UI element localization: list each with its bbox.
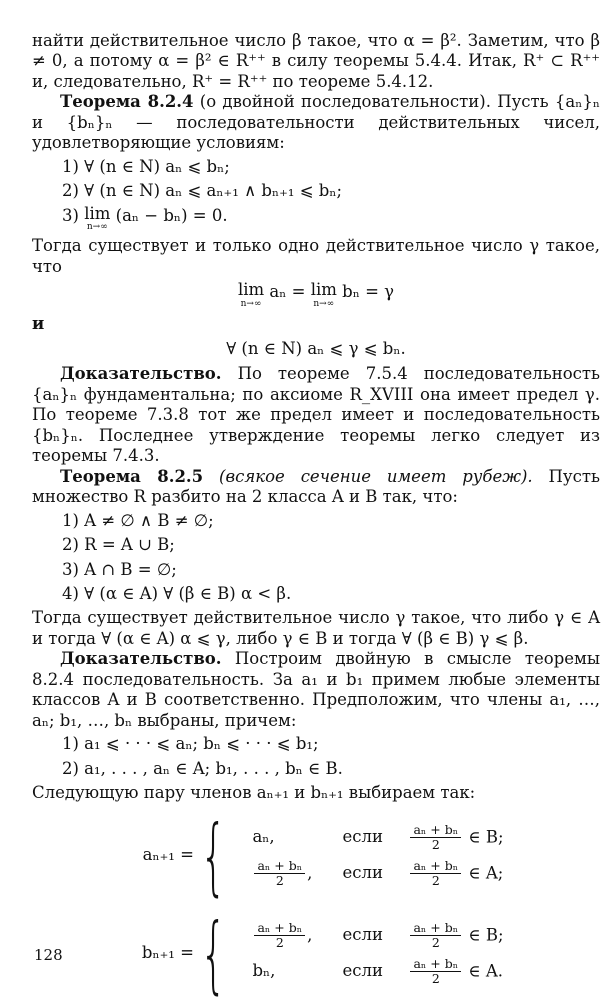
condition-number: 3) xyxy=(62,205,79,225)
condition-tail: ∈ B; xyxy=(468,827,504,847)
denominator: 2 xyxy=(431,970,440,986)
numerator: aₙ + bₙ xyxy=(410,957,461,972)
proof-1 xyxy=(32,364,600,466)
case-if: если xyxy=(342,863,383,883)
text-line: а потому α = β² ∈ R⁺⁺ в силу теоремы 5.4.4. Итак, R⁺ ⊂ R⁺⁺ и, xyxy=(32,51,600,91)
proof-text: Построим двойную в смысле теоремы 8.2.4 последовательность. За a₁ и b₁ примем любые элементы классов A и B соответственно. Предположим, что члены a₁, …, aₙ; b₁, …, bₙ выбраны, причем: xyxy=(32,649,600,730)
condition-1: 1) A ≠ ∅ ∧ B ≠ ∅; xyxy=(62,510,214,530)
text-line: следовательно, R⁺ = R⁺⁺ по теореме 5.4.12. xyxy=(53,71,434,91)
condition-tail: ∈ A; xyxy=(468,862,504,882)
page-number: 128 xyxy=(34,946,63,964)
condition-3 xyxy=(32,203,600,233)
denominator: 2 xyxy=(275,935,284,951)
condition-4: 4) ∀ (α ∈ A) ∀ (β ∈ B) α < β. xyxy=(62,583,292,603)
case-if: если xyxy=(342,961,383,981)
fraction xyxy=(410,957,461,987)
theorem-8-2-4 xyxy=(32,92,600,153)
left-brace: { xyxy=(200,904,227,1003)
theorem-8-2-5 xyxy=(32,467,600,508)
fraction xyxy=(254,921,305,951)
assumption-2: 2) a₁, . . . , aₙ ∈ A; b₁, . . . , bₙ ∈ B. xyxy=(62,758,343,778)
assumption-1: 1) a₁ ⩽ · · · ⩽ aₙ; bₙ ⩽ · · · ⩽ b₁; xyxy=(62,734,319,754)
fraction xyxy=(410,823,461,853)
numerator: aₙ + bₙ xyxy=(410,921,461,936)
limit-equation xyxy=(32,282,600,309)
case-value xyxy=(247,820,337,856)
proof-2 xyxy=(32,649,600,731)
condition-expression: (aₙ − bₙ) = 0. xyxy=(115,205,228,225)
conjunction: и xyxy=(32,313,45,333)
case-row xyxy=(247,954,508,990)
cases-table xyxy=(247,918,508,990)
fraction xyxy=(410,859,461,889)
cases-table xyxy=(247,820,508,892)
equation-part: aₙ = xyxy=(269,282,306,302)
proof-text: По теореме 7.5.4 последовательность {aₙ}ₙ фундаментальна; по аксиоме R_XVIII она имеет предел γ. По теореме 7.3.8 тот же предел имеет и последовательность {bₙ}ₙ. Последнее утверждение теоремы легко следует из теоремы 7.4.3. xyxy=(32,364,600,466)
case-condition xyxy=(403,856,508,892)
denominator: 2 xyxy=(431,837,440,853)
piecewise-lhs: bₙ₊₁ = xyxy=(141,943,194,963)
case-if: если xyxy=(342,827,383,847)
value-text: bₙ, xyxy=(252,961,276,981)
case-row xyxy=(247,856,508,892)
case-condition xyxy=(403,954,508,990)
case-condition xyxy=(403,820,508,856)
page-body xyxy=(32,31,601,1003)
proof-label: Доказательство. xyxy=(60,364,222,384)
paragraph-continuation xyxy=(32,31,600,92)
case-value xyxy=(247,954,337,990)
conclusion-text: Тогда существует действительное число γ такое, что либо γ ∈ A и тогда ∀ (α ∈ A) α ⩽ γ, либо γ ∈ B и тогда ∀ (β ∈ B) γ ⩽ β. xyxy=(32,608,600,648)
lim-subscript: n→∞ xyxy=(313,298,335,309)
construction-text: Следующую пару членов aₙ₊₁ и bₙ₊₁ выбираем так: xyxy=(32,783,476,803)
numerator: aₙ + bₙ xyxy=(410,823,461,838)
limit-operator xyxy=(84,203,111,233)
denominator: 2 xyxy=(275,872,284,888)
condition-tail: ∈ B; xyxy=(468,925,504,945)
numerator: aₙ + bₙ xyxy=(410,859,461,874)
fraction xyxy=(410,921,461,951)
theorem-label: Теорема 8.2.5 xyxy=(60,466,204,486)
lim-subscript: n→∞ xyxy=(240,298,262,309)
numerator: aₙ + bₙ xyxy=(254,921,305,936)
theorem-text: Пусть множество R разбито на 2 класса A и B так, что: xyxy=(32,466,600,507)
case-if: если xyxy=(342,925,383,945)
piecewise-lhs: aₙ₊₁ = xyxy=(142,845,194,865)
piecewise-b xyxy=(132,904,600,1003)
numerator: aₙ + bₙ xyxy=(254,859,305,874)
condition-2: 2) ∀ (n ∈ N) aₙ ⩽ aₙ₊₁ ∧ bₙ₊₁ ⩽ bₙ; xyxy=(62,181,343,201)
inequality-equation: ∀ (n ∈ N) aₙ ⩽ γ ⩽ bₙ. xyxy=(226,338,406,358)
conclusion-text: Тогда существует и только одно действительное число γ такое, что xyxy=(32,236,600,276)
lim-word: lim xyxy=(237,280,265,300)
case-condition xyxy=(403,918,508,954)
limit-operator xyxy=(311,282,337,309)
proof-label: Доказательство. xyxy=(60,649,222,669)
value-text: aₙ, xyxy=(252,827,275,847)
denominator: 2 xyxy=(431,935,440,951)
theorem-text: (о двойной последовательности). Пусть {aₙ}ₙ и {bₙ}ₙ — последовательности действительных чисел, удовлетворяющие условиям: xyxy=(32,92,601,153)
condition-3: 3) A ∩ B = ∅; xyxy=(62,559,177,579)
condition-1: 1) ∀ (n ∈ N) aₙ ⩽ bₙ; xyxy=(62,156,230,176)
piecewise-a xyxy=(132,806,600,905)
case-row xyxy=(247,918,508,954)
equation-part: bₙ = γ xyxy=(342,282,395,302)
lim-subscript: n→∞ xyxy=(86,222,108,233)
denominator: 2 xyxy=(431,872,440,888)
case-row xyxy=(247,820,508,856)
lim-word: lim xyxy=(310,280,337,300)
value-comma: , xyxy=(307,925,313,945)
text-line: найти действительное число β такое, что α = β². Заметим, что β ≠ 0, xyxy=(32,31,600,71)
theorem-name: (всякое сечение имеет рубеж). xyxy=(219,466,533,486)
value-comma: , xyxy=(307,862,313,882)
limit-operator xyxy=(238,282,264,309)
theorem-label: Теорема 8.2.4 xyxy=(60,92,194,112)
case-value xyxy=(247,856,337,892)
fraction xyxy=(254,859,305,889)
condition-2: 2) R = A ∪ B; xyxy=(62,535,175,555)
case-value xyxy=(247,918,337,954)
lim-word: lim xyxy=(84,203,111,223)
condition-tail: ∈ A. xyxy=(468,960,504,980)
left-brace: { xyxy=(200,806,227,905)
